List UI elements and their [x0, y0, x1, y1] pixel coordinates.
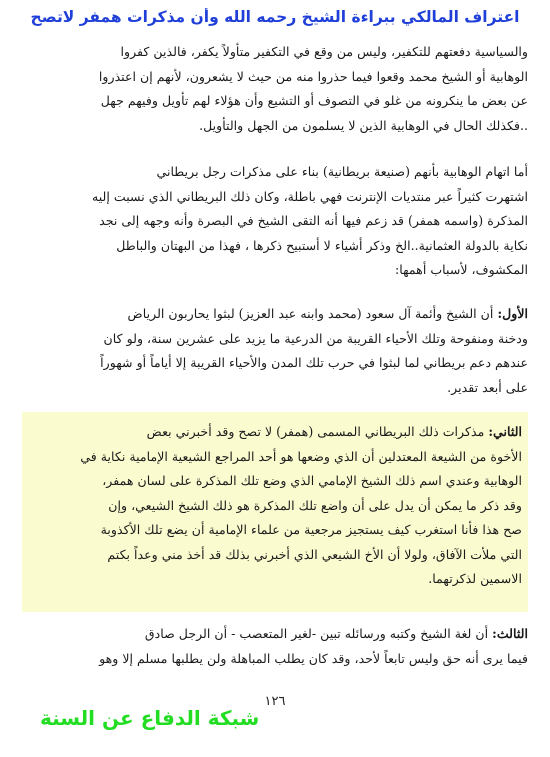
text-line: فيما يرى أنه حق وليس تابعاً لأحد، وقد كان يطلب المباهلة ولن يطلبها مسلم إلا وهو: [99, 650, 528, 666]
page-number: ١٢٦: [264, 694, 286, 709]
paragraph-intro: [24, 40, 528, 138]
text-line: [24, 622, 528, 647]
text-line: الوهابية وعندي اسم ذلك الشيخ الإمامي الذي وضع تلك المذكرة على لسان همفر،: [102, 473, 522, 488]
line-text: أن لغة الشيخ وكتبه ورسائله تبين -لغير المتعصب - أن الرجل صادق: [144, 626, 489, 641]
text-line: عندهم دعم بريطاني لما لبثوا في حرب تلك المدن والأحياء القريبة إلا أياماً أو شهوراً: [100, 355, 528, 370]
text-line: والسياسية دفعتهم للتكفير، وليس من وقع في التكفير متأولاً يكفر، فالذين كفروا: [120, 44, 528, 59]
text-line: نكاية بالدولة العثمانية..الخ وذكر أشياء لا أستبيح ذكرها ، فهذا من البهتان والباطل: [116, 237, 528, 253]
text-line: اشتهرت كثيراً عبر منتديات الإنترنت فهي باطلة، وكان ذلك البريطاني الذي نسبت إليه: [91, 188, 528, 204]
page-title: اعتراف المالكي ببراءة الشيخ رحمه الله وأن مذكرات همفر لاتصح: [30, 8, 520, 26]
text-line: ..فكذلك الحال في الوهابية الذين لا يسلمون من الجهل والتأويل.: [199, 117, 528, 133]
reason-label: الثاني:: [488, 424, 522, 439]
text-line: ودخنة ومنفوحة وتلك الأحياء القريبة من الدرعية ما يزيد على عشرين سنة، ولو كان: [103, 330, 528, 346]
paragraph-third-reason: [24, 622, 528, 671]
text-line: عن بعض ما ينكرونه من غلو في التصوف أو التشيع وأن هؤلاء لهم تأويل وفيهم جهل: [100, 93, 528, 108]
text-line: [28, 420, 522, 445]
text-line: المكشوف، لأسباب أهمها:: [395, 262, 528, 277]
text-line: الأخوة من الشيعة المعتدلين أن الذي وضعها هو أحد المراجع الشيعية الإمامية نكاية في: [80, 448, 522, 464]
text-line: التي ملأت الآفاق، ولولا أن الأخ الشيعي الذي أخبرني بذلك قد أخذ مني وعداً بكتم: [107, 546, 522, 562]
paragraph-first-reason: [24, 302, 528, 400]
paragraph-second-reason: [28, 420, 522, 592]
text-line: الوهابية أو الشيخ محمد وقعوا فيما حذروا منه من حيث لا يشعرون، لأنهم إن اعتذروا: [98, 68, 528, 84]
reason-label: الأول:: [497, 306, 528, 321]
text-line: وقد ذكر ما يمكن أن يدل على أن واضع تلك المذكرة هو ذلك الشيخ الشيعي، وإن: [108, 497, 522, 513]
text-line: على أبعد تقدير.: [447, 379, 528, 395]
text-line: المذكرة (واسمه همفر) قد زعم فيها أنه التقى الشيخ في البصرة وأنه وجهه إلى نجد: [99, 213, 528, 228]
text-line: صح هذا فأنا استغرب كيف يستجيز مرجعية من علماء الإمامية أن يضع تلك الأكذوبة: [100, 522, 522, 537]
text-line: [24, 302, 528, 327]
text-line: الاسمين لذكرتهما.: [428, 571, 522, 586]
reason-label: الثالث:: [492, 626, 528, 641]
line-text: أن الشيخ وأئمة آل سعود (محمد وابنه عبد العزيز) لبثوا يحاربون الرياض: [127, 306, 494, 321]
text-line: أما اتهام الوهابية بأنهم (صنيعة بريطانية) بناء على مذكرات رجل بريطاني: [156, 164, 528, 179]
paragraph-accusation: [24, 160, 528, 283]
footer-brand: شبكة الدفاع عن السنة: [40, 706, 260, 730]
line-text: مذكرات ذلك البريطاني المسمى (همفر) لا تصح وقد أخبرني بعض: [146, 424, 485, 439]
